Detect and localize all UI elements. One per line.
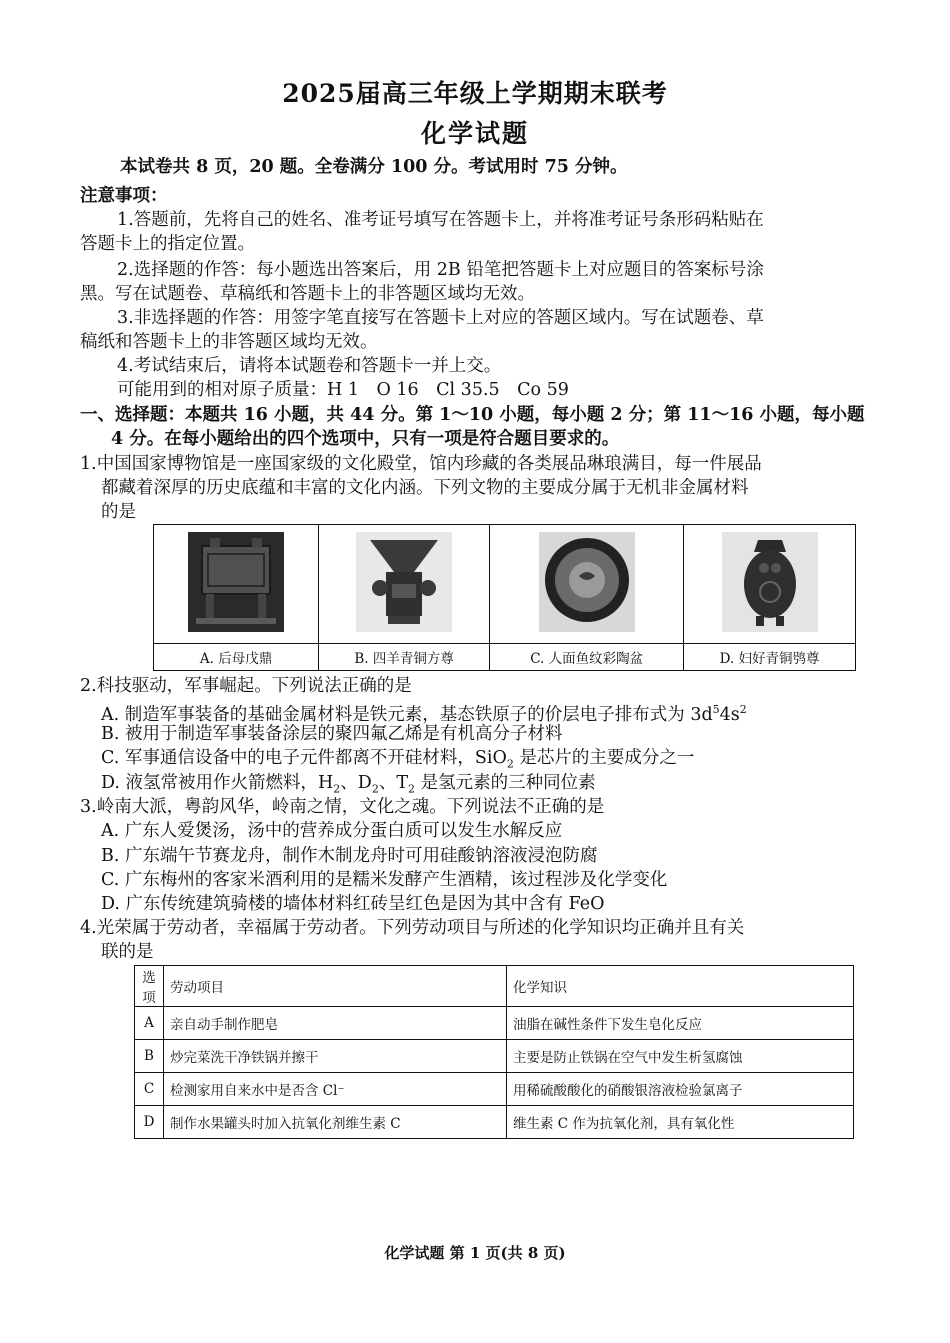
notes-line: 3.非选择题的作答：用签字笔直接写在答题卡上对应的答题区域内。写在试题卷、草 [117, 308, 764, 328]
artifact-image-cell [154, 525, 319, 644]
question-3-option-d: D. 广东传统建筑骑楼的墙体材料红砖呈红色是因为其中含有 FeO [101, 894, 605, 914]
table-row [135, 1106, 854, 1139]
atomic-masses: 可能用到的相对原子质量：H 1 O 16 Cl 35.5 Co 59 [117, 380, 569, 400]
page-footer: 化学试题 第 1 页(共 8 页) [384, 1244, 566, 1262]
table-cell: 炒完菜洗干净铁锅并擦干 [164, 1040, 507, 1073]
table-cell: C [135, 1073, 164, 1106]
table-cell: A [135, 1007, 164, 1040]
question-4-table [134, 965, 854, 1139]
notes-heading: 注意事项： [80, 186, 168, 206]
table-header-cell: 劳动项目 [164, 966, 507, 1007]
exam-subject: 化学试题 [420, 119, 529, 148]
exam-title: 2025届高三年级上学期期末联考 [282, 79, 668, 108]
option-b-caption: B. 四羊青铜方尊 [319, 644, 490, 671]
bronze-ding-image [188, 532, 284, 632]
question-2-option-a: A. 制造军事装备的基础金属材料是铁元素，基态铁原子的价层电子排布式为 $3d^54s^2$ [101, 703, 747, 725]
table-cell: 检测家用自来水中是否含 Cl⁻ [164, 1073, 507, 1106]
table-cell: B [135, 1040, 164, 1073]
notes-line: 黑。写在试题卷、草稿纸和答题卡上的非答题区域均无效。 [80, 284, 535, 304]
table-header-cell: 选项 [135, 966, 164, 1007]
question-2-option-b: B. 被用于制造军事装备涂层的聚四氟乙烯是有机高分子材料 [101, 724, 563, 744]
artifact-image-cell [490, 525, 684, 644]
table-cell: D [135, 1106, 164, 1139]
option-d-caption: D. 妇好青铜鸮尊 [684, 644, 856, 671]
question-3-option-b: B. 广东端午节赛龙舟，制作木制龙舟时可用硅酸钠溶液浸泡防腐 [101, 846, 598, 866]
table-header-row [135, 966, 854, 1007]
notes-line: 2.选择题的作答：每小题选出答案后，用 2B 铅笔把答题卡上对应题目的答案标号涂 [117, 260, 764, 280]
artifact-image-cell [319, 525, 490, 644]
table-cell: 用稀硫酸酸化的硝酸银溶液检验氯离子 [507, 1073, 854, 1106]
section1-instructions: 一、选择题：本题共 16 小题，共 44 分。第 1～10 小题，每小题 2 分；第 11～16 小题，每小题 [80, 405, 865, 425]
question-1-figure-table [153, 524, 856, 671]
table-row [135, 1007, 854, 1040]
notes-line: 4.考试结束后，请将本试题卷和答题卡一并上交。 [117, 356, 502, 376]
question-1-stem: 的是 [101, 502, 136, 522]
table-cell: 主要是防止铁锅在空气中发生析氢腐蚀 [507, 1040, 854, 1073]
notes-line: 稿纸和答题卡上的非答题区域均无效。 [80, 332, 378, 352]
table-header-cell: 化学知识 [507, 966, 854, 1007]
notes-line: 1.答题前，先将自己的姓名、准考证号填写在答题卡上，并将准考证号条形码粘贴在 [117, 210, 764, 230]
notes-line: 答题卡上的指定位置。 [80, 234, 255, 254]
table-cell: 维生素 C 作为抗氧化剂，具有氧化性 [507, 1106, 854, 1139]
table-cell: 亲自动手制作肥皂 [164, 1007, 507, 1040]
table-row [135, 1073, 854, 1106]
painted-pottery-basin-image [539, 532, 635, 632]
exam-summary: 本试卷共 8 页，20 题。全卷满分 100 分。考试用时 75 分钟。 [120, 157, 628, 177]
question-4-stem: 4.光荣属于劳动者，幸福属于劳动者。下列劳动项目与所述的化学知识均正确并且有关 [80, 918, 745, 938]
question-2-option-c: C. 军事通信设备中的电子元件都离不开硅材料，SiO$_2$ 是芯片的主要成分之一 [101, 748, 695, 771]
four-ram-zun-image [356, 532, 452, 632]
table-row [135, 1040, 854, 1073]
question-2-stem: 2.科技驱动，军事崛起。下列说法正确的是 [80, 676, 412, 696]
question-2-option-d: D. 液氢常被用作火箭燃料，$H_2$、$D_2$、$T_2$ 是氢元素的三种同位素 [101, 773, 596, 796]
question-1-stem: 1.中国国家博物馆是一座国家级的文化殿堂，馆内珍藏的各类展品琳琅满目，每一件展品 [80, 454, 762, 474]
table-cell: 制作水果罐头时加入抗氧化剂维生素 C [164, 1106, 507, 1139]
option-a-caption: A. 后母戊鼎 [154, 644, 319, 671]
question-3-option-c: C. 广东梅州的客家米酒利用的是糯米发酵产生酒精，该过程涉及化学变化 [101, 870, 668, 890]
question-3-option-a: A. 广东人爱煲汤，汤中的营养成分蛋白质可以发生水解反应 [101, 821, 563, 841]
section1-instructions: 4 分。在每小题给出的四个选项中，只有一项是符合题目要求的。 [111, 429, 620, 449]
question-1-stem: 都藏着深厚的历史底蕴和丰富的文化内涵。下列文物的主要成分属于无机非金属材料 [101, 478, 749, 498]
question-4-stem: 联的是 [101, 942, 154, 962]
artifact-image-cell [684, 525, 856, 644]
question-3-stem: 3.岭南大派，粤韵风华，岭南之情，文化之魂。下列说法不正确的是 [80, 797, 605, 817]
table-cell: 油脂在碱性条件下发生皂化反应 [507, 1007, 854, 1040]
owl-zun-image [722, 532, 818, 632]
option-c-caption: C. 人面鱼纹彩陶盆 [490, 644, 684, 671]
